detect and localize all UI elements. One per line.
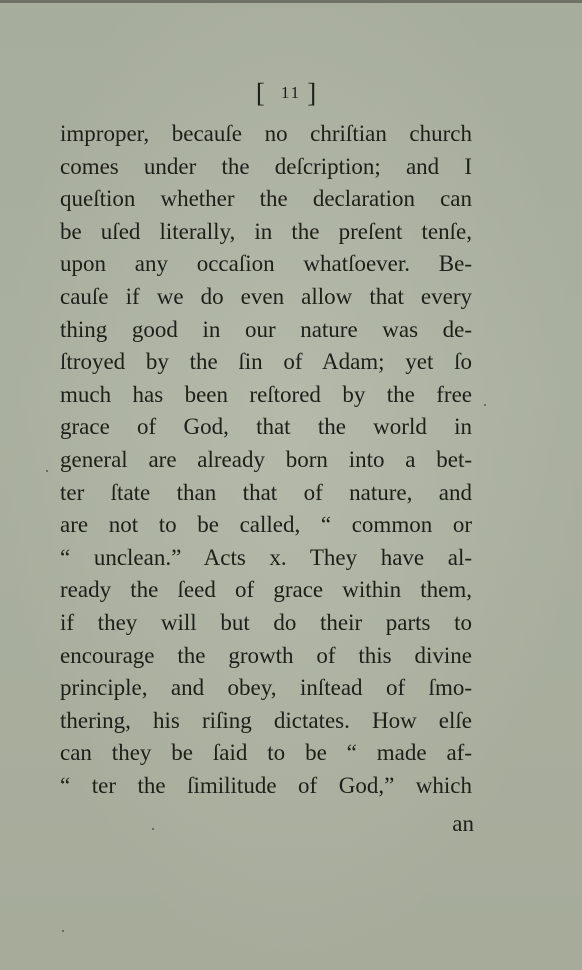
- text-line: comes under the deſcription; and I: [60, 153, 472, 179]
- text-line: “ ter the ſimilitude of God,” which: [60, 772, 472, 798]
- text-line: thing good in our nature was de-: [60, 316, 472, 342]
- page-header: [0, 78, 582, 109]
- text-line: principle, and obey, inſtead of ſmo-: [60, 675, 472, 701]
- text-line: ſtroyed by the ſin of Adam; yet ſo: [60, 349, 472, 375]
- text-line: much has been reſtored by the free: [60, 381, 472, 407]
- right-bracket: ]: [307, 78, 327, 108]
- text-line: be uſed literally, in the preſent tenſe,: [60, 218, 472, 244]
- text-line: can they be ſaid to be “ made af-: [60, 740, 472, 766]
- text-line: queſtion whether the declaration can: [60, 186, 472, 212]
- paper-speck: [62, 930, 64, 932]
- text-line: encourage the growth of this divine: [60, 642, 472, 668]
- text-line: ter ſtate than that of nature, and: [60, 479, 472, 505]
- text-line: cauſe if we do even allow that every: [60, 283, 472, 309]
- left-bracket: [: [255, 78, 275, 108]
- text-line: thering, his riſing dictates. How elſe: [60, 707, 472, 733]
- text-line: general are already born into a bet-: [60, 446, 472, 472]
- paper-speck: [152, 828, 154, 830]
- paper-speck: [46, 470, 48, 472]
- text-line: are not to be called, “ common or: [60, 512, 472, 538]
- text-line: grace of God, that the world in: [60, 414, 472, 440]
- body-text: [60, 118, 472, 802]
- text-line: upon any occaſion whatſoever. Be-: [60, 251, 472, 277]
- page-top-edge: [0, 0, 582, 3]
- page-number: 11: [280, 83, 302, 102]
- paper-speck: [484, 404, 486, 406]
- catchword: an: [452, 811, 474, 836]
- text-line: if they will but do their parts to: [60, 609, 472, 635]
- text-line: ready the ſeed of grace within them,: [60, 577, 472, 603]
- text-line: improper, becauſe no chriſtian church: [60, 121, 472, 146]
- text-line: “ unclean.” Acts x. They have al-: [60, 544, 472, 570]
